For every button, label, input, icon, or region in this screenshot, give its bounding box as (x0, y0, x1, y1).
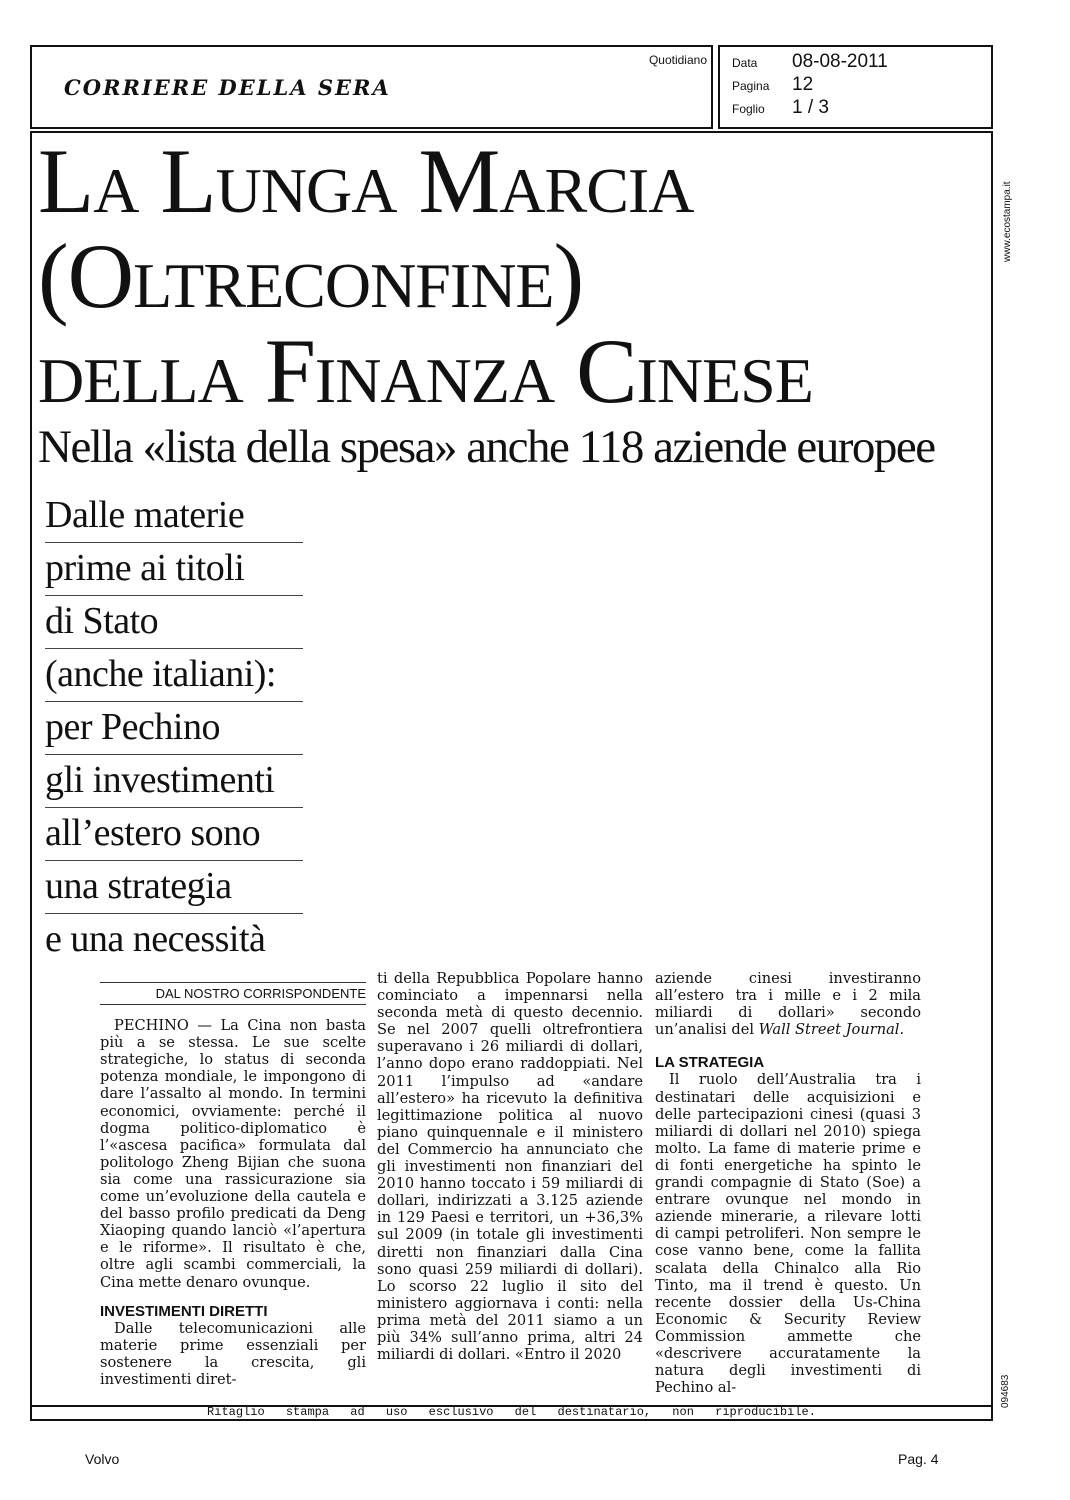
paragraph: Il ruolo dell’Australia tra i destinatari delle acquisizioni e delle partecipazioni cinesi (quasi 3 miliardi di dollari nel 2010) spiega molto. La fame di materie prime e di fonti energetiche ha spinto le grandi compagnie di Stato (Soe) a entrare ovunque nel mondo in aziende minerarie, a rilevare lotti di campi petroliferi. Non sempre le cose vanno bene, come la fallita scalata della Chinalco alla Rio Tinto, ma il trend è questo. Un recente dossier della Us-China Economic & Security Review Commission ammette che «descrivere accuratamente la natura degli investimenti di Pechino al- (655, 1071, 921, 1397)
section-heading: LA STRATEGIA (655, 1054, 765, 1072)
paragraph: ti della Repubblica Popolare hanno cominciato a impennarsi nella seconda metà di questo decennio. Se nel 2007 quelli oltrefrontiera superavano i 26 miliardi di dollari, l’anno dopo erano raddoppiati. Nel 2011 l’impulso ad «andare all’estero» ha ricevuto la definitiva legittimazione politica al nuovo piano quinquennale e il ministero del Commercio ha annunciato che gli investimenti non finanziari del 2010 hanno toccato i 59 miliardi di dollari, indirizzati a 3.125 aziende in 129 Paesi e territori, un +36,3% sul 2009 (in totale gli investimenti diretti non finanziari dalla Cina sono quasi 259 miliardi di dollari). Lo scorso 22 luglio il sito del ministero aggiornava i conti: nella prima metà del 2011 siamo a un più 34% sull’anno prima, altri 24 miliardi di dollari. «Entro il 2020 (377, 970, 643, 1364)
meta-label: Pagina (732, 79, 770, 93)
masthead-box (30, 45, 713, 129)
deck-line: Dalle materie (45, 490, 303, 543)
masthead: CORRIERE DELLA SERA (64, 75, 391, 100)
subtitle: Nella «lista della spesa» anche 118 aziende europee (38, 421, 935, 473)
divider (30, 1419, 993, 1421)
side-code: 094683 (1000, 1374, 1011, 1408)
meta-sheet (732, 97, 829, 119)
deck-line: di Stato (45, 596, 303, 649)
meta-value: 1 / 3 (792, 97, 829, 118)
deck-line: (anche italiani): (45, 649, 303, 702)
paragraph-text: aziende cinesi investiranno all’estero tra i mille e i 2 mila miliardi di dollari» secondo un’analisi del (655, 970, 921, 1039)
meta-page (732, 74, 813, 96)
deck-line: all’estero sono (45, 808, 303, 861)
column-1 (100, 972, 366, 1388)
meta-value: 08-08-2011 (792, 51, 888, 72)
deck-line: una strategia (45, 861, 303, 914)
section-heading: INVESTIMENTI DIRETTI (100, 1302, 268, 1320)
meta-label: Foglio (732, 102, 765, 116)
column-2 (377, 970, 643, 1363)
headline-line-2: (Oltreconfine) (38, 225, 584, 327)
publication-type: Quotidiano (648, 53, 707, 67)
side-url: www.ecostampa.it (1002, 181, 1013, 262)
source-name: Wall Street Journal. (758, 1021, 905, 1039)
paragraph (655, 970, 921, 1038)
headline-line-3: della Finanza Cinese (38, 320, 813, 422)
meta-label: Data (732, 56, 758, 70)
footer-page: Pag. 4 (898, 1451, 939, 1467)
paragraph: PECHINO — La Cina non basta più a se stessa. Le sue scelte strategiche, lo status di seconda potenza mondiale, le impongono di dare l’assalto al mondo. In termini economici, ovviamente: perché il dogma politico-diplomatico è l’«ascesa pacifica» formulata dal politologo Zheng Bijian che suona sia come una rassicurazione sia come un’evoluzione della cautela e del basso profilo predicati da Deng Xiaoping quando lanciò «l’apertura e le riforme». Il risultato è che, oltre agli scambi commerciali, la Cina mette denaro ovunque. (100, 1017, 366, 1291)
footer-client: Volvo (85, 1451, 120, 1467)
meta-date (732, 51, 888, 73)
deck-line: gli investimenti (45, 755, 303, 808)
deck (45, 490, 303, 967)
headline-line-1: La Lunga Marcia (38, 130, 694, 232)
disclaimer: Ritaglio stampa ad uso esclusivo del destinatario, non riproducibile. (207, 1405, 816, 1419)
byline: DAL NOSTRO CORRISPONDENTE (100, 982, 366, 1005)
paragraph: Dalle telecomunicazioni alle materie prime essenziali per sostenere la crescita, gli investimenti diret- (100, 1319, 366, 1388)
deck-line: per Pechino (45, 702, 303, 755)
deck-line: prime ai titoli (45, 543, 303, 596)
meta-value: 12 (792, 74, 814, 95)
column-3 (655, 970, 921, 1396)
meta-box (718, 45, 993, 129)
deck-line: e una necessità (45, 918, 266, 960)
